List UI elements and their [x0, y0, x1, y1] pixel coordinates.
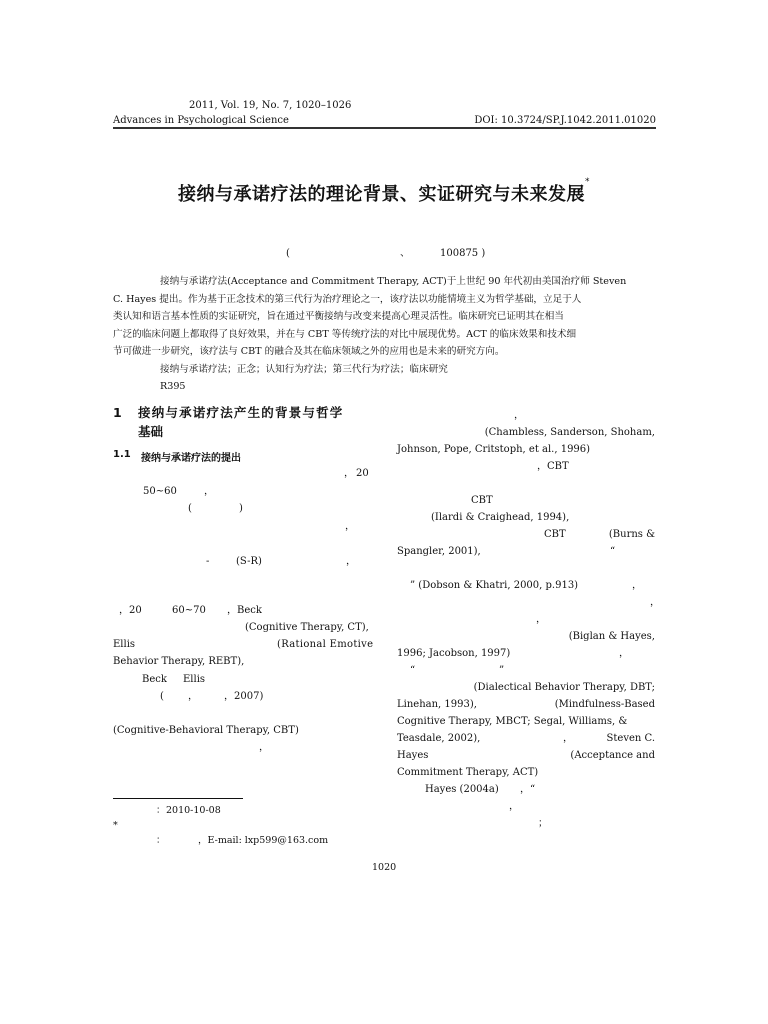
text-fragment: ” (Dobson & Khatri, 2000, p.913)	[410, 580, 579, 591]
abstract-line: C. Hayes 提出。作为基于正念技术的第三代行为治疗理论之一，该疗法以功能情境主义为哲学基础，立足于人	[113, 293, 582, 305]
doi: DOI: 10.3724/SP.J.1042.2011.01020	[474, 115, 656, 126]
text-fragment: Beck	[142, 674, 167, 685]
text-fragment: Steven C.	[606, 733, 655, 744]
text-fragment: Ellis	[113, 639, 136, 650]
text-fragment: Commitment Therapy, ACT)	[397, 767, 539, 778]
text-fragment: ，	[536, 614, 546, 625]
text-fragment: 1996; Jacobson, 1997)	[397, 648, 511, 659]
text-fragment: CBT	[544, 529, 566, 540]
text-fragment: ，2007)	[224, 691, 264, 702]
text-fragment: Ellis	[183, 674, 206, 685]
text-fragment: 60~70	[172, 605, 206, 616]
text-fragment: -	[206, 556, 210, 567]
title-footnote-mark: *	[585, 177, 590, 187]
text-fragment: CBT	[471, 495, 493, 506]
journal-name: Advances in Psychological Science	[113, 115, 289, 126]
classification-number: R395	[160, 381, 186, 392]
text-fragment: (Cognitive Therapy, CT),	[245, 622, 369, 633]
text-fragment: (Rational Emotive	[277, 639, 374, 650]
text-fragment: ，Beck	[227, 605, 262, 616]
abstract	[113, 273, 656, 396]
abstract-line: 节可做进一步研究，该疗法与 CBT 的融合及其在临床领域之外的应用也是未来的研究方向。	[113, 346, 505, 357]
text-fragment: ，	[345, 521, 355, 532]
text-fragment: Hayes	[397, 750, 429, 761]
text-fragment: (Dialectical Behavior Therapy, DBT;	[473, 682, 655, 693]
text-fragment: (Biglan & Hayes,	[568, 631, 655, 642]
text-fragment: “	[610, 546, 616, 557]
text-fragment: ，	[563, 733, 573, 744]
text-fragment: ，	[188, 691, 198, 702]
text-fragment: Cognitive Therapy, MBCT; Segal, Williams, &	[397, 716, 628, 727]
abstract-line: 类认知和语言基本性质的实证研究，旨在通过平衡接纳与改变来提高心理灵活性。临床研究已证明其在相当	[113, 311, 564, 322]
text-fragment: (Chambless, Sanderson, Shoham,	[484, 427, 655, 438]
section-1-title: 接纳与承诺疗法产生的背景与哲学	[138, 405, 344, 420]
footnote-star: *	[113, 820, 118, 831]
text-fragment: Teasdale, 2002),	[397, 733, 481, 744]
text-fragment: 20	[356, 468, 369, 479]
text-fragment: ，	[632, 580, 642, 591]
title-text: 接纳与承诺疗法的理论背景、实证研究与未来发展	[178, 184, 585, 205]
text-fragment: Linehan, 1993),	[397, 699, 477, 710]
text-fragment: ，	[344, 468, 354, 479]
keywords: 接纳与承诺疗法；正念；认知行为疗法；第三代行为疗法；临床研究	[160, 363, 448, 375]
received-date: 2010-10-08	[166, 805, 221, 816]
section-1-1-number: 1.1	[113, 449, 131, 460]
text-fragment: (Burns &	[608, 529, 655, 540]
text-fragment: ，20	[119, 605, 142, 616]
text-fragment: ，	[650, 597, 660, 608]
text-fragment: ，	[346, 556, 356, 567]
paper-title	[0, 177, 768, 206]
text-fragment: (S-R)	[236, 556, 262, 567]
text-fragment: ，CBT	[537, 461, 569, 472]
text-fragment: ，	[619, 648, 629, 659]
text-fragment: ，	[509, 801, 519, 812]
right-column	[397, 407, 660, 837]
text-fragment: Behavior Therapy, REBT),	[113, 656, 245, 667]
footnote-rule	[113, 798, 243, 799]
left-column	[113, 465, 374, 755]
affiliation-comma: 、	[400, 248, 410, 259]
text-fragment: 50~60	[143, 486, 177, 497]
text-fragment: (	[160, 691, 164, 702]
citation-line: 2011, Vol. 19, No. 7, 1020–1026	[189, 100, 352, 111]
received-label: ：	[156, 805, 166, 816]
text-fragment: (Mindfulness-Based	[554, 699, 655, 710]
abstract-line: 接纳与承诺疗法(Acceptance and Commitment Therapy, ACT)于上世纪 90 年代初由美国治疗师 Steven	[160, 276, 627, 287]
header-rule	[113, 127, 656, 129]
affiliation-postcode: 100875 )	[440, 248, 486, 259]
text-fragment: Johnson, Pope, Critstoph, et al., 1996)	[397, 444, 591, 455]
text-fragment: ，	[259, 742, 269, 753]
text-fragment: ，	[204, 486, 214, 497]
text-fragment: (Ilardi & Craighead, 1994),	[431, 512, 570, 523]
text-fragment: ，	[514, 410, 524, 421]
section-1-title-cont: 基础	[138, 424, 164, 439]
contact-email: ，E-mail: lxp599@163.com	[198, 835, 329, 846]
abstract-line: 广泛的临床问题上都取得了良好效果，并在与 CBT 等传统疗法的对比中展现优势。ACT 的临床效果和技术细	[113, 328, 577, 340]
contact-label: ：	[156, 835, 166, 846]
text-fragment: ”	[499, 665, 505, 676]
text-fragment: “	[410, 665, 416, 676]
section-1-number: 1	[113, 405, 122, 420]
text-fragment: ；	[538, 818, 548, 829]
text-fragment: (Cognitive-Behavioral Therapy, CBT)	[113, 725, 299, 736]
text-fragment: ，“	[520, 784, 536, 795]
text-fragment: )	[239, 503, 243, 514]
page-number: 1020	[372, 862, 397, 873]
section-1-1-title: 接纳与承诺疗法的提出	[141, 453, 241, 464]
text-fragment: Spangler, 2001),	[397, 546, 481, 557]
affiliation-paren: (	[286, 248, 290, 259]
text-fragment: Hayes (2004a)	[425, 784, 499, 795]
text-fragment: (Acceptance and	[570, 750, 655, 761]
text-fragment: (	[188, 503, 192, 514]
